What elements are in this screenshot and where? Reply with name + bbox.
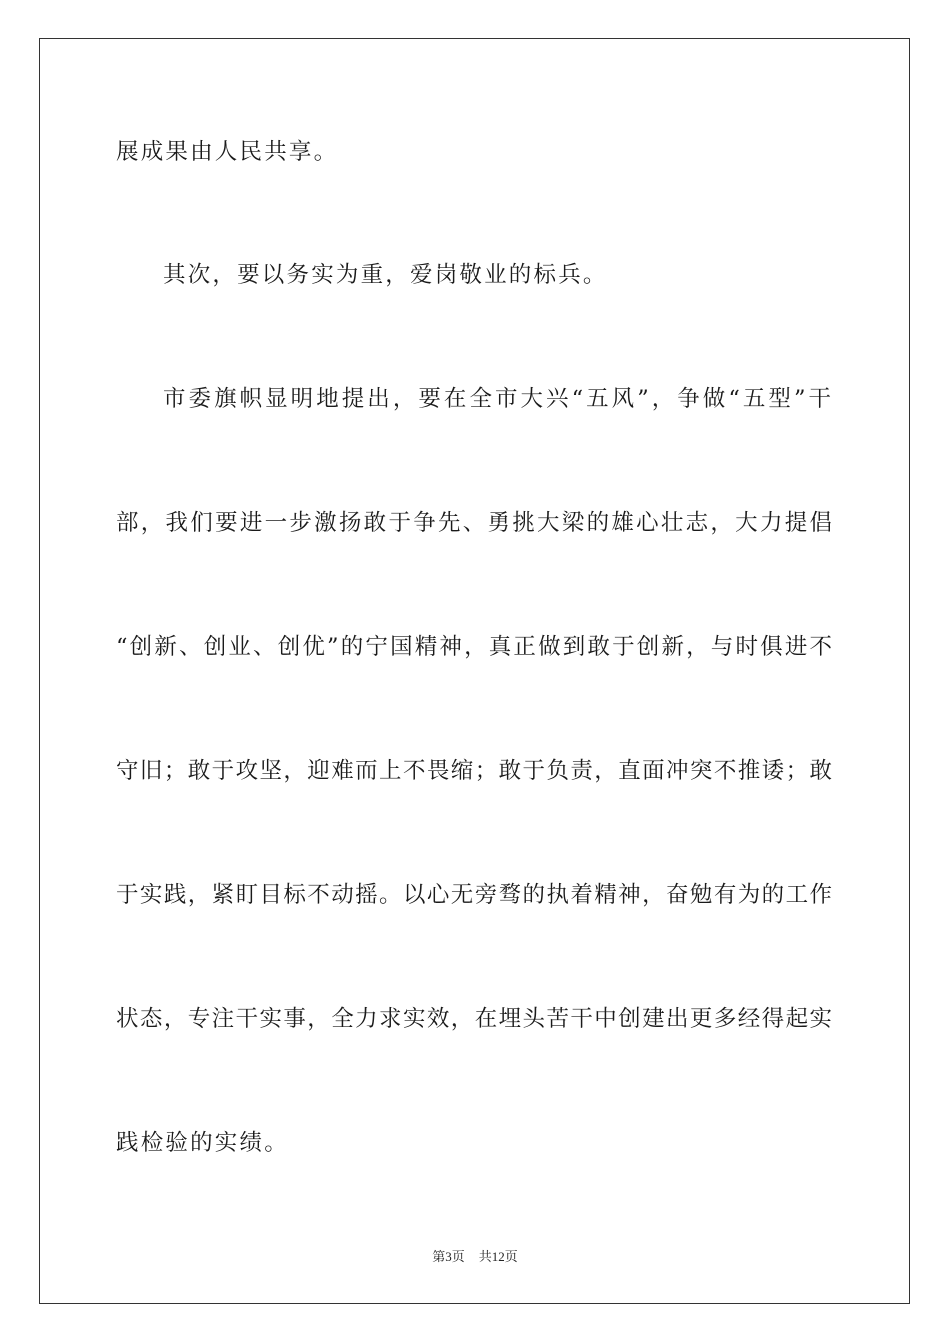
page-border	[39, 38, 910, 1304]
page-number: 第3页	[432, 1249, 465, 1264]
text-line: 守旧；敢于攻坚，迎难而上不畏缩；敢于负责，直面冲突不推诿；敢	[116, 758, 832, 784]
text-line: 于实践，紧盯目标不动摇。以心无旁骛的执着精神，奋勉有为的工作	[116, 882, 832, 908]
text-line: 践检验的实绩。	[116, 1130, 289, 1156]
text-line: 展成果由人民共享。	[116, 139, 339, 165]
page-total: 共12页	[478, 1249, 518, 1264]
text-line: 状态，专注干实事，全力求实效，在埋头苦干中创建出更多经得起实	[116, 1006, 832, 1032]
text-line: “创新、创业、创优”的宁国精神，真正做到敢于创新，与时俱进不	[116, 634, 832, 660]
text-line: 其次，要以务实为重，爱岗敬业的标兵。	[163, 262, 608, 288]
page-footer	[0, 1248, 950, 1266]
text-line: 市委旗帜显明地提出，要在全市大兴“五风”，争做“五型”干	[163, 386, 831, 412]
text-line: 部，我们要进一步激扬敢于争先、勇挑大梁的雄心壮志，大力提倡	[116, 510, 832, 536]
